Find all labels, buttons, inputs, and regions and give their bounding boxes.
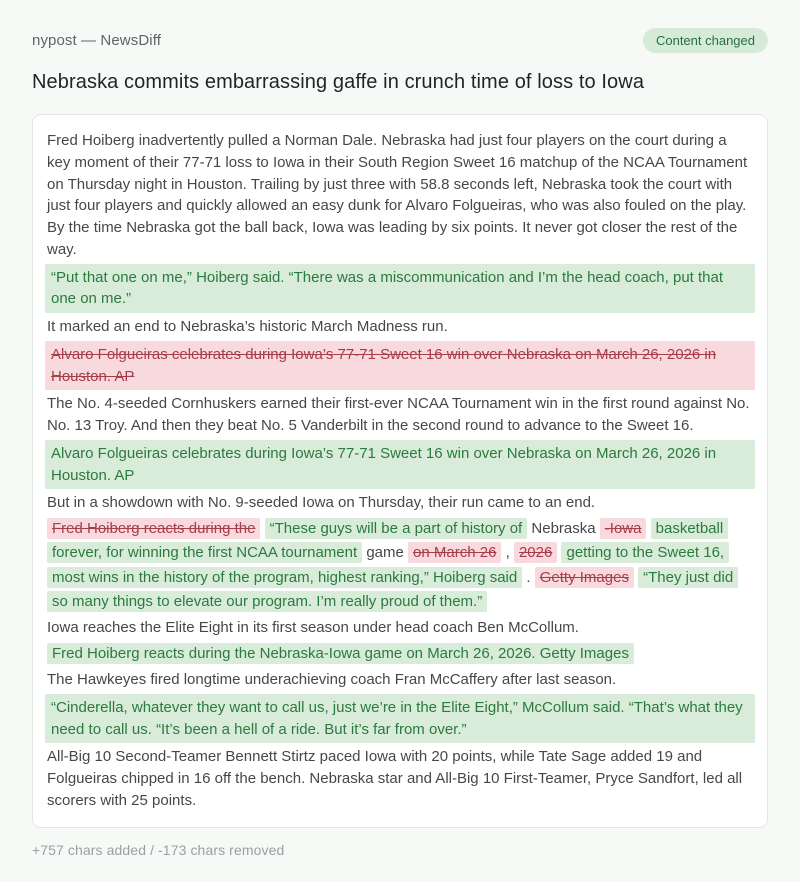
- diff-segment-removed: on March 26: [408, 542, 501, 563]
- diff-added-block: Alvaro Folgueiras celebrates during Iowa’s 77-71 Sweet 16 win over Nebraska on March 26, 2026 in Houston. AP: [45, 440, 755, 490]
- article-paragraph: The No. 4-seeded Cornhuskers earned their first-ever NCAA Tournament win in the first round against No. No. 13 Troy. And then they beat No. 5 Vanderbilt in the second round to advance to the Sweet 16.: [47, 395, 750, 434]
- topbar: [32, 28, 768, 53]
- article-body: [45, 129, 755, 813]
- diff-segment-added: “These guys will be a part of history of: [265, 518, 528, 539]
- article-paragraph: Fred Hoiberg inadvertently pulled a Norman Dale. Nebraska had just four players on the court during a key moment of their 77-71 loss to Iowa in their South Region Sweet 16 matchup of the NCAA Tournament on Thursday night in Houston. Trailing by just three with 58.8 seconds left, Nebraska took the court with just four players and quickly allowed an easy dunk for Alvaro Folgueiras, who was also fouled on the play. By the time Nebraska got the ball back, Iowa was leading by six points. It never got closer the rest of the way.: [47, 132, 748, 258]
- diff-segment-added: “They just did so many things to elevate our program. I’m really proud of them.”: [47, 567, 738, 612]
- article-paragraph: But in a showdown with No. 9-seeded Iowa on Thursday, their run came to an end.: [47, 494, 596, 512]
- diff-added-block: “Cinderella, whatever they want to call us, just we’re in the Elite Eight,” McCollum said. “That’s what they need to call us. “It’s been a hell of a ride. But it’s far from over.”: [45, 694, 755, 744]
- diff-mixed-paragraph: [45, 641, 755, 667]
- diff-segment-removed: Getty Images: [535, 567, 634, 588]
- diff-removed-block: Alvaro Folgueiras celebrates during Iowa’s 77-71 Sweet 16 win over Nebraska on March 26, 2026 in Houston. AP: [45, 341, 755, 391]
- diff-segment-plain: .: [526, 568, 531, 586]
- article-paragraph: All-Big 10 Second-Teamer Bennett Stirtz paced Iowa with 20 points, while Tate Sage added 19 and Folgueiras chipped in 16 off the bench. Nebraska star and All-Big 10 First-Teamer, Pryce Sandfort, led all scorers with 25 points.: [47, 748, 743, 809]
- diff-mixed-paragraph: [45, 516, 755, 615]
- article-paragraph: It marked an end to Nebraska’s historic March Madness run.: [47, 318, 448, 335]
- source-label: nypost — NewsDiff: [32, 32, 161, 49]
- article-paragraph: The Hawkeyes fired longtime underachieving coach Fran McCaffery after last season.: [47, 671, 617, 689]
- diff-segment-added: Fred Hoiberg reacts during the Nebraska-Iowa game on March 26, 2026. Getty Images: [47, 643, 634, 664]
- diff-segment-plain: ,: [505, 544, 510, 562]
- diff-segment-removed: 2026: [514, 542, 557, 563]
- diff-summary: +757 chars added / -173 chars removed: [32, 841, 285, 858]
- diff-segment-removed: Fred Hoiberg reacts during the: [47, 518, 260, 539]
- diff-segment-plain: game: [366, 544, 404, 562]
- diff-segment-added: getting to the Sweet 16, most wins in the history of the program, highest ranking,” Hoiberg said: [47, 542, 729, 587]
- diff-card: [32, 114, 768, 828]
- diff-segment-added: basketball forever, for winning the first NCAA tournament: [47, 518, 728, 563]
- diff-added-block: “Put that one on me,” Hoiberg said. “There was a miscommunication and I’m the head coach, put that one on me.”: [45, 264, 755, 314]
- article-title: Nebraska commits embarrassing gaffe in crunch time of loss to Iowa: [32, 71, 645, 93]
- diff-segment-removed: -Iowa: [600, 518, 647, 539]
- article-paragraph: Iowa reaches the Elite Eight in its first season under head coach Ben McCollum.: [47, 619, 579, 637]
- diff-segment-plain: Nebraska: [531, 520, 596, 537]
- content-changed-badge: Content changed: [643, 28, 768, 53]
